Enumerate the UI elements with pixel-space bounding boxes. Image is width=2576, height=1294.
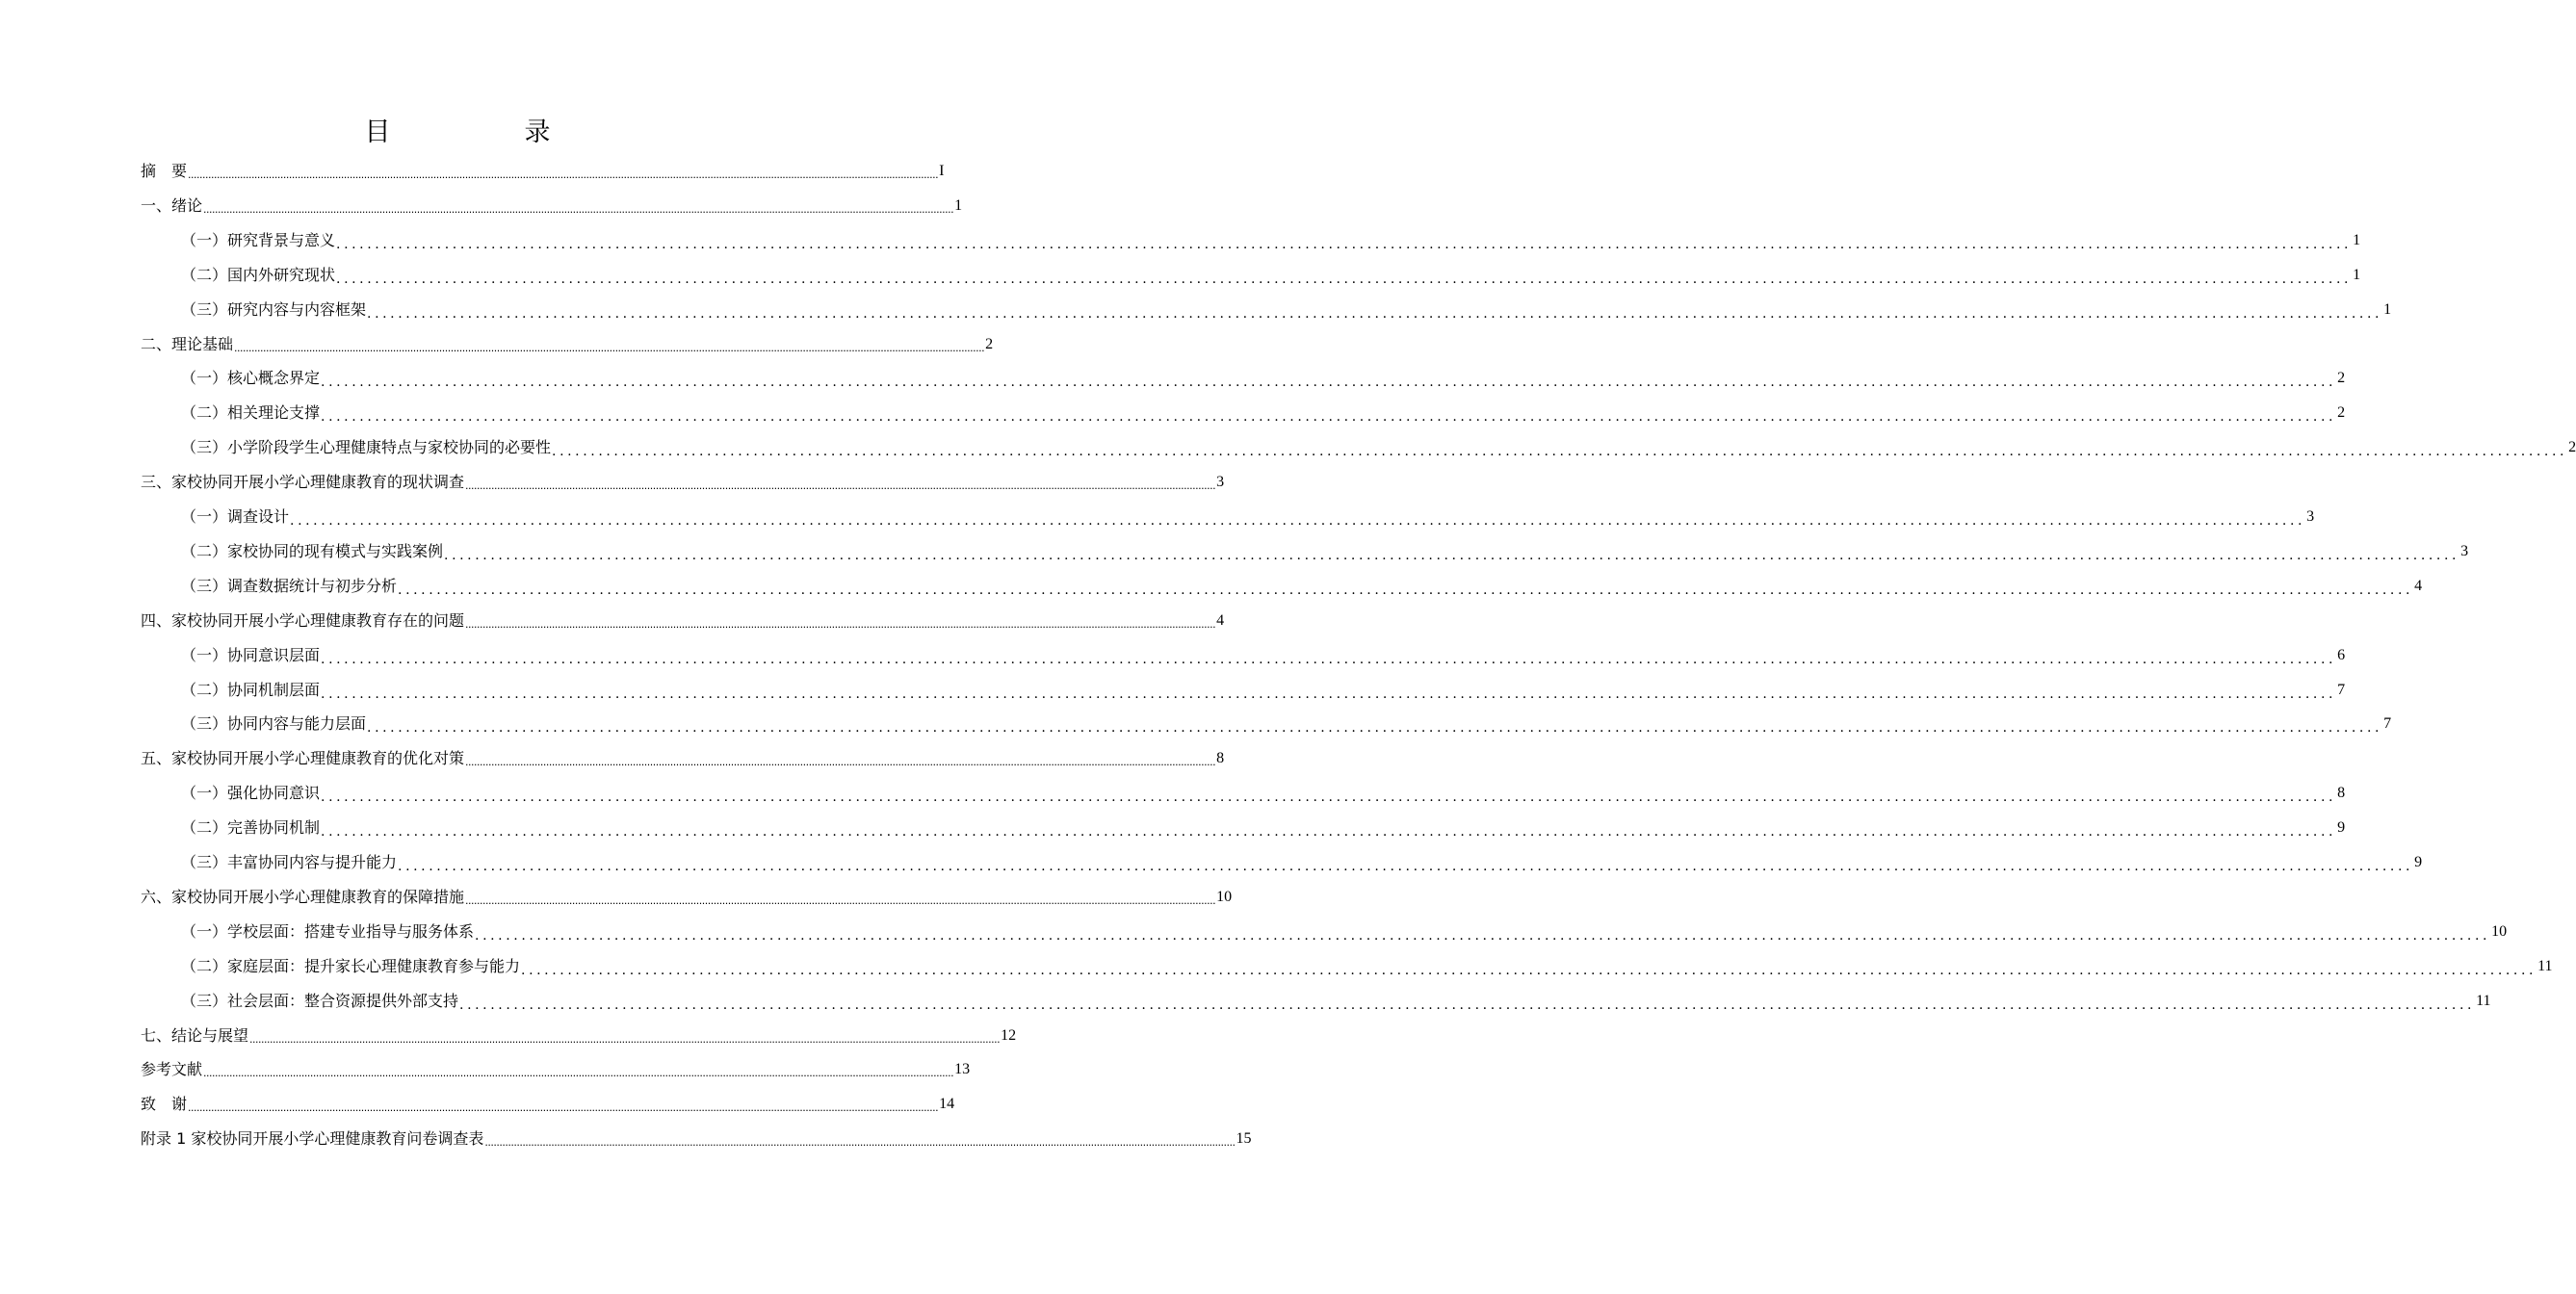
toc-leader-dots: .................................................................................................................................................................................................................................................................... [398, 582, 2414, 598]
toc-leader-dots: .................................................................................................................................................................................................................................................................... [188, 1101, 939, 1115]
toc-entry-label: 摘 要 [141, 162, 188, 180]
toc-entry-page-number: 6 [2337, 646, 2346, 663]
toc-entry-page-number: 11 [2476, 992, 2491, 1009]
toc-entry-page-number: 2 [985, 335, 994, 352]
toc-entry-label: （三）研究内容与内容框架 [181, 299, 367, 319]
toc-leader-dots: .................................................................................................................................................................................................................................................................... [521, 962, 2537, 978]
toc-entry[interactable] [141, 707, 2392, 741]
toc-entry-label: （二）协同机制层面 [181, 680, 321, 699]
toc-entry[interactable] [141, 569, 2423, 604]
toc-entry[interactable] [141, 673, 2346, 708]
toc-entry-page-number: 1 [2383, 300, 2392, 318]
toc-leader-dots: .................................................................................................................................................................................................................................................................... [290, 513, 2306, 529]
toc-entry-page-number: 3 [2460, 542, 2469, 559]
toc-entry-page-number: I [939, 163, 945, 179]
toc-entry-label: （二）相关理论支撑 [181, 403, 321, 423]
toc-entry-page-number: 8 [1216, 750, 1225, 767]
toc-entry-label: （二）国内外研究现状 [181, 265, 336, 284]
toc-entry[interactable] [141, 741, 1225, 776]
toc-leader-dots: .................................................................................................................................................................................................................................................................... [444, 547, 2460, 563]
toc-leader-dots: .................................................................................................................................................................................................................................................................... [321, 375, 2337, 391]
toc-entry-label: （一）协同意识层面 [181, 645, 321, 664]
toc-leader-dots: .................................................................................................................................................................................................................................................................... [321, 686, 2337, 702]
toc-leader-dots: .................................................................................................................................................................................................................................................................... [188, 168, 939, 181]
toc-entry[interactable] [141, 258, 2361, 293]
toc-entry[interactable] [141, 1019, 1017, 1053]
toc-entry-label: （二）完善协同机制 [181, 818, 321, 838]
toc-entry[interactable] [141, 396, 2346, 430]
toc-entry-page-number: 3 [1216, 474, 1225, 491]
toc-entry[interactable] [141, 154, 945, 189]
toc-entry-page-number: 7 [2337, 681, 2346, 698]
toc-entry-label: 四、家校协同开展小学心理健康教育存在的问题 [141, 610, 465, 630]
toc-entry-label: （二）家庭层面：提升家长心理健康教育参与能力 [181, 956, 521, 975]
toc-entry-page-number: 4 [1216, 611, 1225, 629]
toc-entry-label: （一）调查设计 [181, 507, 290, 526]
toc-entry-label: 附录 1 家校协同开展小学心理健康教育问卷调查表 [141, 1129, 484, 1149]
toc-leader-dots: .................................................................................................................................................................................................................................................................... [465, 893, 1216, 907]
toc-entry[interactable] [141, 430, 2576, 465]
toc-entry-page-number: 2 [2337, 404, 2346, 422]
toc-entry-label: （一）学校层面：搭建专业指导与服务体系 [181, 921, 475, 941]
toc-entry-page-number: 9 [2414, 854, 2423, 870]
toc-entry-label: （三）调查数据统计与初步分析 [181, 576, 398, 595]
toc-entry-label: （一）强化协同意识 [181, 784, 321, 803]
toc-leader-dots: .................................................................................................................................................................................................................................................................... [321, 824, 2337, 841]
toc-entry[interactable] [141, 327, 994, 362]
toc-entry[interactable] [141, 223, 2361, 258]
toc-entry-label: 参考文献 [141, 1060, 203, 1079]
toc-entry[interactable] [141, 500, 2315, 534]
toc-entry[interactable] [141, 811, 2346, 845]
toc-entry-page-number: 12 [1001, 1026, 1017, 1044]
toc-entry[interactable] [141, 189, 963, 223]
toc-leader-dots: .................................................................................................................................................................................................................................................................... [336, 271, 2353, 287]
toc-entry-label: 五、家校协同开展小学心理健康教育的优化对策 [141, 749, 465, 768]
toc-entry[interactable] [141, 361, 2346, 396]
toc-entry-page-number: 3 [2306, 508, 2315, 525]
toc-leader-dots: .................................................................................................................................................................................................................................................................... [484, 1136, 1236, 1150]
toc-leader-dots: .................................................................................................................................................................................................................................................................... [234, 341, 985, 354]
toc-leader-dots: .................................................................................................................................................................................................................................................................... [465, 479, 1216, 493]
toc-entry-label: 二、理论基础 [141, 334, 234, 353]
toc-entry[interactable] [141, 1122, 1252, 1156]
toc-entry-page-number: 10 [1216, 888, 1233, 905]
toc-entry-page-number: 2 [2568, 439, 2576, 456]
toc-leader-dots: .................................................................................................................................................................................................................................................................... [552, 444, 2568, 460]
toc-entry[interactable] [141, 638, 2346, 673]
toc-leader-dots: .................................................................................................................................................................................................................................................................... [321, 651, 2337, 667]
toc-entry-page-number: 1 [2353, 231, 2361, 248]
toc-entry[interactable] [141, 534, 2469, 569]
toc-leader-dots: .................................................................................................................................................................................................................................................................... [249, 1032, 1001, 1046]
toc-entry-label: 七、结论与展望 [141, 1025, 249, 1045]
toc-leader-dots: .................................................................................................................................................................................................................................................................... [336, 236, 2353, 252]
toc-entry-page-number: 7 [2383, 715, 2392, 733]
toc-entry-label: 六、家校协同开展小学心理健康教育的保障措施 [141, 887, 465, 906]
toc-leader-dots: .................................................................................................................................................................................................................................................................... [321, 789, 2337, 806]
toc-leader-dots: .................................................................................................................................................................................................................................................................... [203, 202, 954, 216]
toc-entry-page-number: 1 [954, 196, 963, 214]
toc-leader-dots: .................................................................................................................................................................................................................................................................... [203, 1067, 954, 1080]
toc-leader-dots: .................................................................................................................................................................................................................................................................... [465, 756, 1216, 769]
toc-entry-page-number: 4 [2414, 577, 2423, 594]
toc-entry-page-number: 10 [2491, 922, 2508, 940]
toc-entry[interactable] [141, 604, 1225, 638]
toc-entry-label: （一）核心概念界定 [181, 369, 321, 388]
toc-entry[interactable] [141, 880, 1233, 915]
toc-entry-label: （一）研究背景与意义 [181, 230, 336, 249]
toc-entry-page-number: 9 [2337, 819, 2346, 837]
toc-entry-label: 一、绪论 [141, 195, 203, 215]
toc-entry[interactable] [141, 1052, 971, 1087]
toc-entry[interactable] [141, 776, 2346, 811]
toc-entry-label: （三）协同内容与能力层面 [181, 714, 367, 734]
toc-entry-page-number: 11 [2537, 957, 2553, 974]
toc-entry-page-number: 15 [1236, 1130, 1252, 1148]
toc-entry[interactable] [141, 1087, 955, 1122]
toc-entry-page-number: 13 [954, 1061, 971, 1078]
toc-entry[interactable] [141, 984, 2491, 1019]
toc-entry-page-number: 14 [939, 1096, 955, 1113]
toc-entry[interactable] [141, 949, 2553, 984]
toc-leader-dots: .................................................................................................................................................................................................................................................................... [465, 617, 1216, 631]
toc-entry-label: （三）丰富协同内容与提升能力 [181, 853, 398, 871]
toc-entry-page-number: 8 [2337, 785, 2346, 802]
toc-entry[interactable] [141, 845, 2423, 880]
toc-leader-dots: .................................................................................................................................................................................................................................................................... [459, 996, 2476, 1013]
toc-leader-dots: .................................................................................................................................................................................................................................................................... [475, 927, 2491, 944]
toc-entry-page-number: 2 [2337, 370, 2346, 387]
toc-leader-dots: .................................................................................................................................................................................................................................................................... [367, 720, 2383, 737]
toc-leader-dots: .................................................................................................................................................................................................................................................................... [321, 409, 2337, 426]
toc-entry-label: 致 谢 [141, 1095, 188, 1114]
toc-entry-label: （二）家校协同的现有模式与实践案例 [181, 541, 444, 560]
toc-leader-dots: .................................................................................................................................................................................................................................................................... [398, 859, 2414, 874]
toc-entry-page-number: 1 [2353, 266, 2361, 283]
toc-title: 目 录 [364, 117, 605, 147]
toc-entry-label: （三）小学阶段学生心理健康特点与家校协同的必要性 [181, 438, 552, 457]
toc-entry[interactable] [141, 293, 2392, 327]
toc-entry-label: 三、家校协同开展小学心理健康教育的现状调查 [141, 473, 465, 492]
toc-entry[interactable] [141, 915, 2508, 949]
toc-entry[interactable] [141, 465, 1225, 500]
toc-entry-label: （三）社会层面：整合资源提供外部支持 [181, 991, 459, 1010]
toc-leader-dots: .................................................................................................................................................................................................................................................................... [367, 305, 2383, 322]
